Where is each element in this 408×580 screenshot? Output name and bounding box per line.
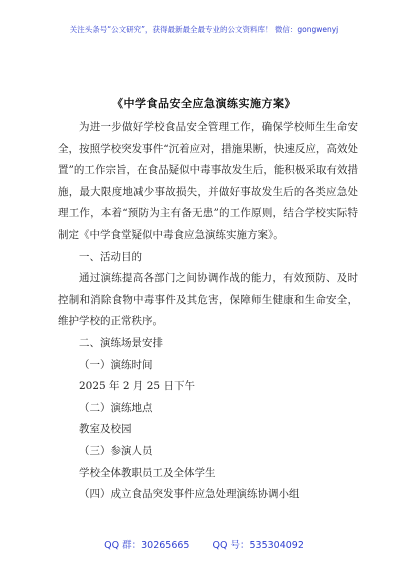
section-1-heading: 一、活动目的	[79, 250, 142, 263]
section-2-heading: 二、演练场景安排	[79, 336, 163, 349]
promo-header: 关注头条号“公文研究”，获得最新最全最专业的公文资料库！ 微信：gongwenyj	[69, 25, 339, 34]
subsection-2-value: 教室及校园	[79, 423, 132, 436]
qq-group-text: QQ 群：30265665	[104, 540, 190, 551]
subsection-3-value: 学校全体教职员工及全体学生	[79, 466, 216, 479]
subsection-3-heading: （三）参演人员	[79, 444, 153, 457]
section-1-body: 通过演练提高各部门之间协调作战的能力，有效预防、及时控制和消除食物中毒事件及其危害，保障师生健康和生命安全，维护学校的正常秩序。	[58, 272, 358, 328]
qq-number-text: QQ 号：535304092	[212, 540, 304, 551]
document-title: 《中学食品安全应急演练实施方案》	[112, 97, 296, 110]
contact-footer	[0, 537, 408, 551]
subsection-1-heading: （一）演练时间	[79, 358, 153, 371]
subsection-2-heading: （二）演练地点	[79, 401, 153, 414]
subsection-4-heading: （四）成立食品突发事件应急处理演练协调小组	[79, 488, 300, 501]
subsection-1-value: 2025 年 2 月 25 日下午	[79, 380, 195, 393]
document-body	[58, 117, 358, 506]
intro-paragraph: 为进一步做好学校食品安全管理工作，确保学校师生生命安全，按照学校突发事件“沉着应对，措施果断，快速反应，高效处置”的工作宗旨，在食品疑似中毒事故发生后，能积极采取有效措施，最大限度地减少事故损失，并做好事故发生后的各类应急处理工作，本着“预防为主有备无患”的工作原则，结合学校实际特制定《中学食堂疑似中毒食应急演练实施方案》。	[58, 121, 358, 241]
